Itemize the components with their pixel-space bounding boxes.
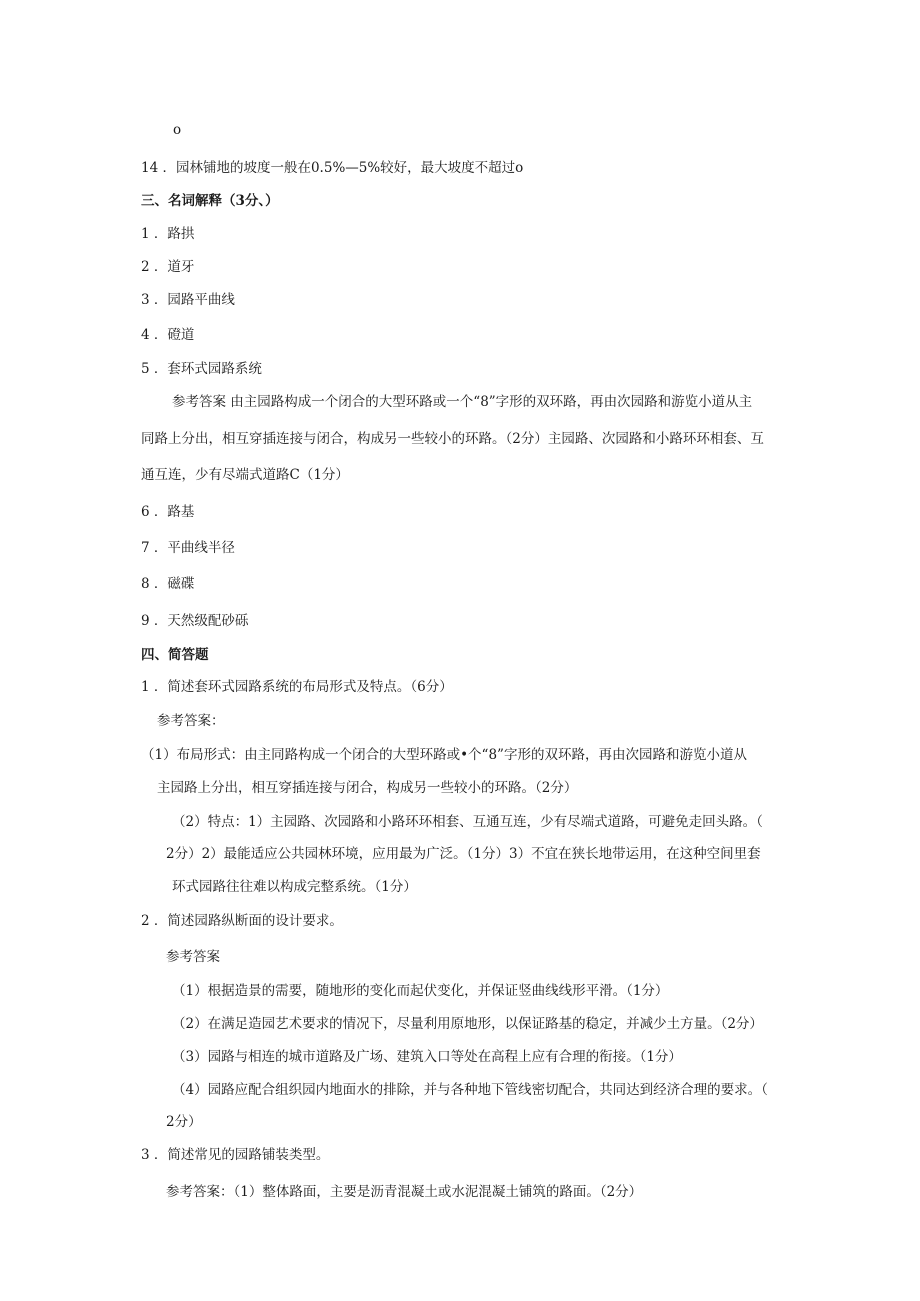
section-heading: 三、名词解释（3分、） — [141, 193, 279, 209]
answer-label: 参考答案 — [166, 949, 220, 965]
question-text: 3 ．简述常见的园路铺装类型。 — [141, 1147, 330, 1163]
list-item: 1 ．路拱 — [141, 226, 195, 242]
section-heading: 四、简答题 — [141, 647, 209, 663]
answer-text: 参考答案：（1）整体路面，主要是沥青混凝土或水泥混凝土铺筑的路面。（2分） — [166, 1184, 643, 1200]
answer-text: （3）园路与相连的城市道路及广场、建筑入口等处在高程上应有合理的衔接。（1分） — [172, 1049, 682, 1065]
answer-text: （1）布局形式：由主同路构成一个闭合的大型环路或•个“8”字形的双环路，再由次园路和游览小道从 — [141, 747, 747, 763]
list-item: 2 ．道牙 — [141, 259, 195, 275]
text-line: 14 ．园林铺地的坡度一般在0.5%—5%较好，最大坡度不超过o — [141, 160, 524, 176]
answer-label: 参考答案： — [157, 713, 225, 729]
answer-text: （1）根据造景的需要，随地形的变化而起伏变化，并保证竖曲线线形平滑。（1分） — [172, 983, 669, 999]
answer-text: 参考答案 由主园路构成一个闭合的大型环路或一个“8”字形的双环路，再由次园路和游览小道从主 — [172, 394, 753, 410]
answer-text: 主园路上分出，相互穿插连接与闭合，构成另一些较小的环路。（2分） — [157, 780, 578, 796]
list-item: 5 ．套环式园路系统 — [141, 361, 262, 377]
list-item: 4 ．磴道 — [141, 327, 195, 343]
answer-text: 同路上分出，相互穿插连接与闭合，构成另一些较小的环路。（2分）主园路、次园路和小路环环相套、互 — [141, 431, 764, 447]
answer-text: （4）园路应配合组织园内地面水的排除，并与各种地下管线密切配合，共同达到经济合理的要求。（ — [172, 1082, 768, 1098]
text-line: o — [173, 122, 182, 138]
answer-text: 环式园路往往难以构成完整系统。（1分） — [172, 879, 417, 895]
list-item: 8 ．磁碟 — [141, 576, 195, 592]
list-item: 6 ．路基 — [141, 504, 195, 520]
question-text: 2 ．简述园路纵断面的设计要求。 — [141, 913, 343, 929]
answer-text: 通互连，少有尽端式道路C（1分） — [141, 467, 349, 483]
list-item: 7 ．平曲线半径 — [141, 540, 235, 556]
list-item: 9 ．天然级配砂砾 — [141, 613, 249, 629]
answer-text: （2）在满足造园艺术要求的情况下，尽量利用原地形，以保证路基的稳定，并减少土方量。（2分） — [172, 1016, 763, 1032]
answer-text: 2分） — [166, 1114, 202, 1130]
answer-text: 2分）2）最能适应公共园林环境，应用最为广泛。（1分）3）不宜在狭长地带运用，在这种空间里套 — [166, 846, 761, 862]
list-item: 3 ．园路平曲线 — [141, 292, 235, 308]
question-text: 1 ．简述套环式园路系统的布局形式及特点。（6分） — [141, 679, 453, 695]
answer-text: （2）特点：1）主园路、次园路和小路环环相套、互通互连，少有尽端式道路，可避免走回头路。（ — [172, 814, 763, 830]
